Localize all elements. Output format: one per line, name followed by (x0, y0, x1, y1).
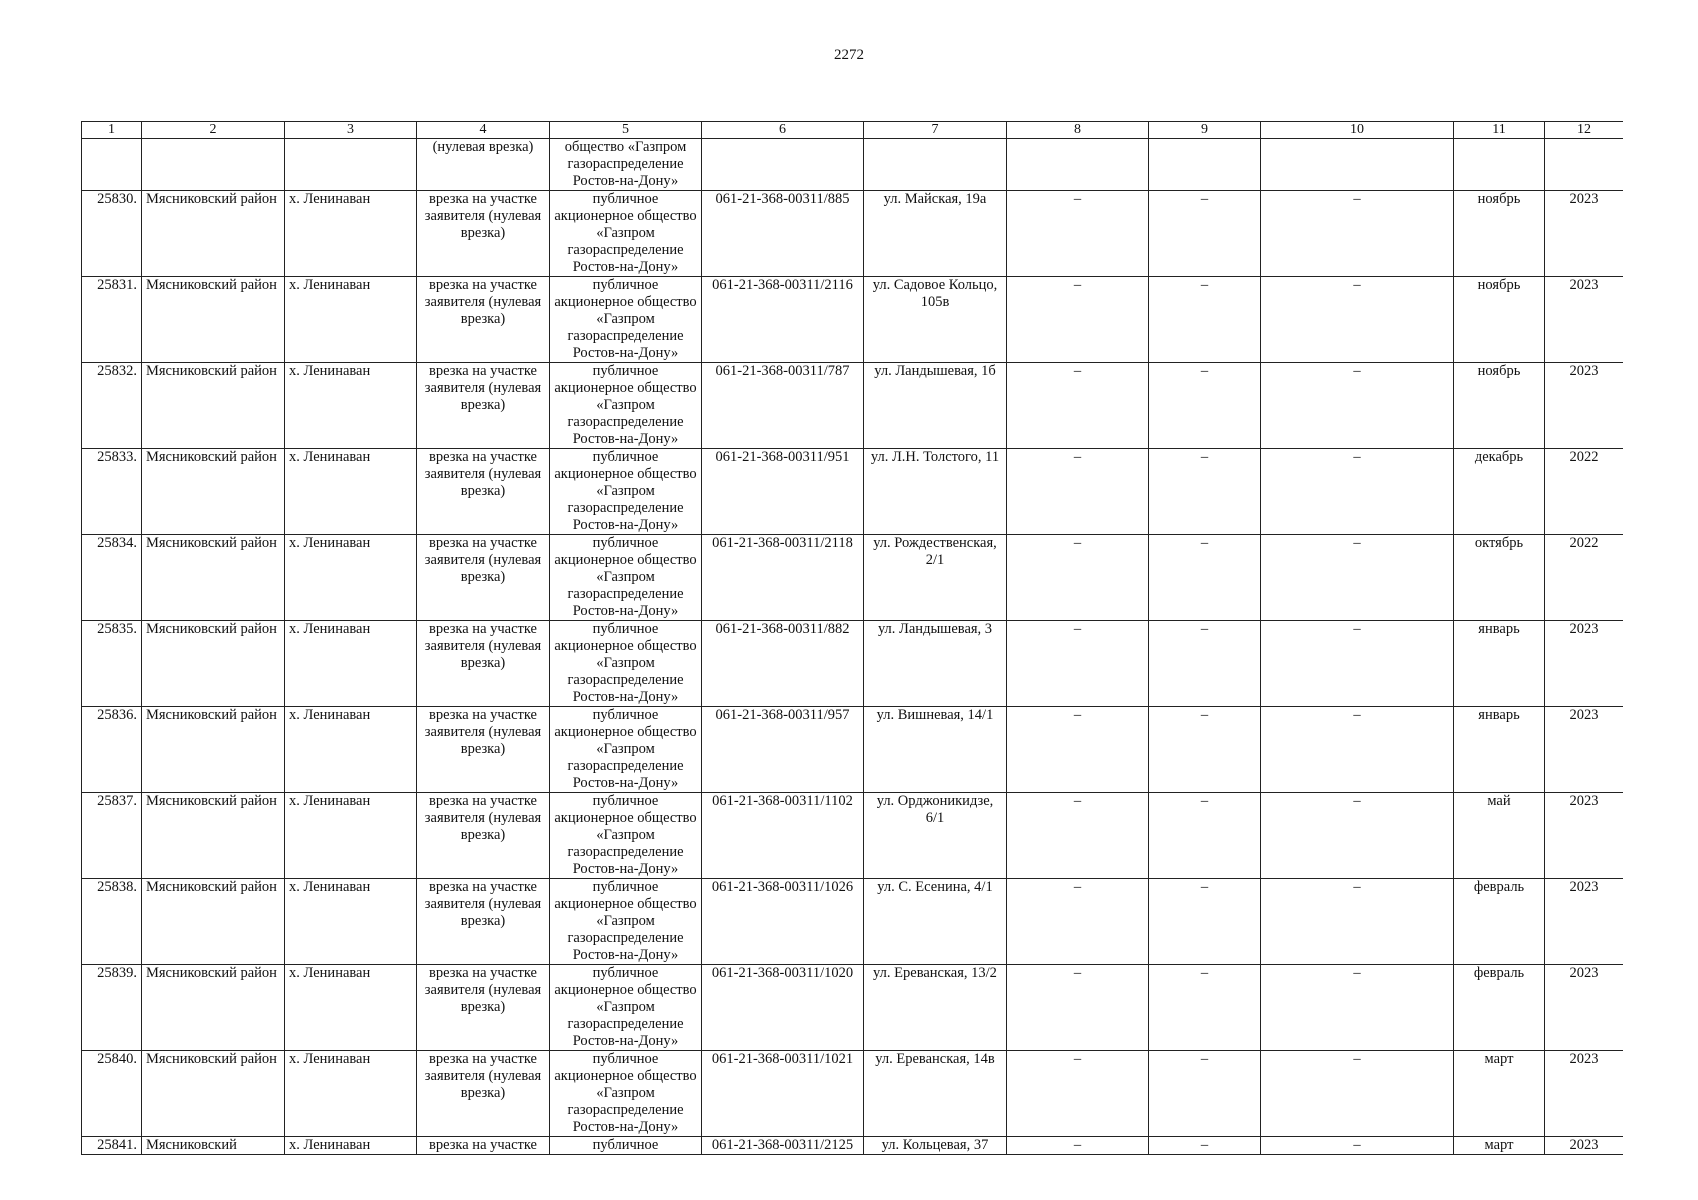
cell-col9: – (1149, 1051, 1261, 1137)
cell-organization: публичное (550, 1137, 702, 1155)
cell-col9: – (1149, 191, 1261, 277)
table-row (82, 1051, 1624, 1137)
cell-address: ул. Садовое Кольцо, 105в (864, 277, 1007, 363)
cell-year: 2023 (1545, 191, 1624, 277)
cell-col9: – (1149, 1137, 1261, 1155)
cell-col8: – (1007, 191, 1149, 277)
cell-address: ул. Ландышевая, 1б (864, 363, 1007, 449)
cell-col8: – (1007, 707, 1149, 793)
cell-organization: публичное акционерное общество «Газпром газораспределение Ростов-на-Дону» (550, 535, 702, 621)
cell-connection-type: врезка на участке заявителя (нулевая врезка) (417, 793, 550, 879)
cell-settlement: х. Ленинаван (285, 879, 417, 965)
cell-number: 25834. (82, 535, 142, 621)
cell-year: 2023 (1545, 707, 1624, 793)
cell-connection-type: врезка на участке заявителя (нулевая врезка) (417, 1051, 550, 1137)
column-header: 10 (1261, 122, 1454, 139)
cell-col8: – (1007, 363, 1149, 449)
cell-col8: – (1007, 965, 1149, 1051)
cell-contract (702, 139, 864, 191)
cell-connection-type: (нулевая врезка) (417, 139, 550, 191)
cell-organization: публичное акционерное общество «Газпром газораспределение Ростов-на-Дону» (550, 965, 702, 1051)
cell-address: ул. Ландышевая, 3 (864, 621, 1007, 707)
cell-col9: – (1149, 793, 1261, 879)
cell-contract: 061-21-368-00311/2116 (702, 277, 864, 363)
cell-month: февраль (1454, 965, 1545, 1051)
table-row (82, 191, 1624, 277)
cell-organization: публичное акционерное общество «Газпром газораспределение Ростов-на-Дону» (550, 449, 702, 535)
cell-connection-type: врезка на участке заявителя (нулевая врезка) (417, 277, 550, 363)
cell-address: ул. Майская, 19а (864, 191, 1007, 277)
cell-settlement: х. Ленинаван (285, 1137, 417, 1155)
cell-organization: общество «Газпром газораспределение Ростов-на-Дону» (550, 139, 702, 191)
cell-organization: публичное акционерное общество «Газпром газораспределение Ростов-на-Дону» (550, 191, 702, 277)
cell-organization: публичное акционерное общество «Газпром газораспределение Ростов-на-Дону» (550, 707, 702, 793)
cell-number: 25839. (82, 965, 142, 1051)
table-row (82, 535, 1624, 621)
cell-col10: – (1261, 363, 1454, 449)
cell-col9: – (1149, 535, 1261, 621)
cell-contract: 061-21-368-00311/1020 (702, 965, 864, 1051)
cell-month: ноябрь (1454, 191, 1545, 277)
cell-col9: – (1149, 621, 1261, 707)
cell-address: ул. Рождественская, 2/1 (864, 535, 1007, 621)
column-header: 4 (417, 122, 550, 139)
table-row (82, 277, 1624, 363)
cell-month: февраль (1454, 879, 1545, 965)
cell-number: 25836. (82, 707, 142, 793)
cell-number: 25835. (82, 621, 142, 707)
cell-settlement: х. Ленинаван (285, 191, 417, 277)
cell-address: ул. С. Есенина, 4/1 (864, 879, 1007, 965)
cell-district: Мясниковский (142, 1137, 285, 1155)
cell-col8: – (1007, 1137, 1149, 1155)
table-row (82, 1137, 1624, 1155)
cell-settlement (285, 139, 417, 191)
cell-col9: – (1149, 879, 1261, 965)
cell-number: 25837. (82, 793, 142, 879)
cell-district: Мясниковский район (142, 191, 285, 277)
cell-district: Мясниковский район (142, 793, 285, 879)
cell-connection-type: врезка на участке заявителя (нулевая врезка) (417, 449, 550, 535)
column-header: 6 (702, 122, 864, 139)
cell-number: 25830. (82, 191, 142, 277)
cell-organization: публичное акционерное общество «Газпром газораспределение Ростов-на-Дону» (550, 621, 702, 707)
cell-col10 (1261, 139, 1454, 191)
cell-col10: – (1261, 191, 1454, 277)
cell-district: Мясниковский район (142, 879, 285, 965)
table-row (82, 965, 1624, 1051)
cell-month: январь (1454, 621, 1545, 707)
cell-connection-type: врезка на участке (417, 1137, 550, 1155)
cell-contract: 061-21-368-00311/1021 (702, 1051, 864, 1137)
cell-address: ул. Л.Н. Толстого, 11 (864, 449, 1007, 535)
cell-col9: – (1149, 277, 1261, 363)
table-row (82, 879, 1624, 965)
cell-year: 2023 (1545, 879, 1624, 965)
cell-contract: 061-21-368-00311/951 (702, 449, 864, 535)
cell-district (142, 139, 285, 191)
cell-year: 2023 (1545, 621, 1624, 707)
cell-col10: – (1261, 535, 1454, 621)
cell-contract: 061-21-368-00311/1102 (702, 793, 864, 879)
cell-col8: – (1007, 277, 1149, 363)
cell-number: 25833. (82, 449, 142, 535)
cell-month: май (1454, 793, 1545, 879)
cell-month: ноябрь (1454, 277, 1545, 363)
cell-col9: – (1149, 965, 1261, 1051)
cell-month: январь (1454, 707, 1545, 793)
cell-district: Мясниковский район (142, 1051, 285, 1137)
cell-district: Мясниковский район (142, 449, 285, 535)
cell-col8 (1007, 139, 1149, 191)
cell-year: 2022 (1545, 535, 1624, 621)
cell-district: Мясниковский район (142, 621, 285, 707)
table-row (82, 449, 1624, 535)
table-row (82, 793, 1624, 879)
cell-address: ул. Орджоникидзе, 6/1 (864, 793, 1007, 879)
column-header: 2 (142, 122, 285, 139)
cell-contract: 061-21-368-00311/2118 (702, 535, 864, 621)
cell-settlement: х. Ленинаван (285, 277, 417, 363)
cell-col8: – (1007, 535, 1149, 621)
table-row (82, 363, 1624, 449)
cell-contract: 061-21-368-00311/882 (702, 621, 864, 707)
cell-district: Мясниковский район (142, 965, 285, 1051)
cell-col10: – (1261, 277, 1454, 363)
cell-month: март (1454, 1137, 1545, 1155)
cell-month (1454, 139, 1545, 191)
cell-col8: – (1007, 449, 1149, 535)
cell-contract: 061-21-368-00311/787 (702, 363, 864, 449)
column-header: 11 (1454, 122, 1545, 139)
cell-year: 2023 (1545, 1137, 1624, 1155)
cell-contract: 061-21-368-00311/885 (702, 191, 864, 277)
cell-contract: 061-21-368-00311/2125 (702, 1137, 864, 1155)
cell-organization: публичное акционерное общество «Газпром газораспределение Ростов-на-Дону» (550, 277, 702, 363)
cell-col8: – (1007, 1051, 1149, 1137)
cell-number (82, 139, 142, 191)
column-header: 5 (550, 122, 702, 139)
cell-year (1545, 139, 1624, 191)
cell-month: ноябрь (1454, 363, 1545, 449)
cell-col9: – (1149, 449, 1261, 535)
cell-district: Мясниковский район (142, 277, 285, 363)
cell-col9 (1149, 139, 1261, 191)
cell-col10: – (1261, 449, 1454, 535)
column-header: 3 (285, 122, 417, 139)
cell-connection-type: врезка на участке заявителя (нулевая врезка) (417, 707, 550, 793)
table-body (82, 139, 1624, 1155)
cell-settlement: х. Ленинаван (285, 965, 417, 1051)
cell-col10: – (1261, 1051, 1454, 1137)
cell-district: Мясниковский район (142, 707, 285, 793)
cell-settlement: х. Ленинаван (285, 535, 417, 621)
cell-connection-type: врезка на участке заявителя (нулевая врезка) (417, 879, 550, 965)
cell-number: 25841. (82, 1137, 142, 1155)
cell-settlement: х. Ленинаван (285, 449, 417, 535)
cell-address: ул. Ереванская, 14в (864, 1051, 1007, 1137)
cell-month: декабрь (1454, 449, 1545, 535)
table-row (82, 707, 1624, 793)
cell-col8: – (1007, 793, 1149, 879)
cell-month: март (1454, 1051, 1545, 1137)
cell-settlement: х. Ленинаван (285, 363, 417, 449)
cell-contract: 061-21-368-00311/1026 (702, 879, 864, 965)
column-number-header (82, 122, 1624, 139)
cell-address (864, 139, 1007, 191)
continuation-row (82, 139, 1624, 191)
cell-address: ул. Ереванская, 13/2 (864, 965, 1007, 1051)
cell-col9: – (1149, 363, 1261, 449)
cell-year: 2023 (1545, 363, 1624, 449)
register-sheet (81, 121, 1623, 1156)
cell-year: 2023 (1545, 1051, 1624, 1137)
cell-connection-type: врезка на участке заявителя (нулевая врезка) (417, 621, 550, 707)
cell-col8: – (1007, 621, 1149, 707)
cell-col9: – (1149, 707, 1261, 793)
cell-organization: публичное акционерное общество «Газпром газораспределение Ростов-на-Дону» (550, 793, 702, 879)
cell-settlement: х. Ленинаван (285, 793, 417, 879)
cell-col10: – (1261, 1137, 1454, 1155)
cell-col8: – (1007, 879, 1149, 965)
cell-address: ул. Кольцевая, 37 (864, 1137, 1007, 1155)
register-table (81, 121, 1623, 1155)
cell-address: ул. Вишневая, 14/1 (864, 707, 1007, 793)
cell-number: 25838. (82, 879, 142, 965)
cell-year: 2023 (1545, 793, 1624, 879)
column-header: 1 (82, 122, 142, 139)
cell-connection-type: врезка на участке заявителя (нулевая врезка) (417, 535, 550, 621)
cell-col10: – (1261, 879, 1454, 965)
cell-organization: публичное акционерное общество «Газпром газораспределение Ростов-на-Дону» (550, 1051, 702, 1137)
cell-settlement: х. Ленинаван (285, 1051, 417, 1137)
cell-contract: 061-21-368-00311/957 (702, 707, 864, 793)
cell-district: Мясниковский район (142, 535, 285, 621)
cell-number: 25832. (82, 363, 142, 449)
table-row (82, 621, 1624, 707)
cell-settlement: х. Ленинаван (285, 621, 417, 707)
column-header: 7 (864, 122, 1007, 139)
column-header: 8 (1007, 122, 1149, 139)
column-header: 9 (1149, 122, 1261, 139)
cell-col10: – (1261, 793, 1454, 879)
cell-month: октябрь (1454, 535, 1545, 621)
cell-number: 25840. (82, 1051, 142, 1137)
cell-district: Мясниковский район (142, 363, 285, 449)
cell-col10: – (1261, 621, 1454, 707)
page-number: 2272 (834, 47, 864, 63)
cell-settlement: х. Ленинаван (285, 707, 417, 793)
cell-organization: публичное акционерное общество «Газпром газораспределение Ростов-на-Дону» (550, 879, 702, 965)
cell-number: 25831. (82, 277, 142, 363)
cell-organization: публичное акционерное общество «Газпром газораспределение Ростов-на-Дону» (550, 363, 702, 449)
cell-year: 2022 (1545, 449, 1624, 535)
cell-connection-type: врезка на участке заявителя (нулевая врезка) (417, 363, 550, 449)
cell-year: 2023 (1545, 965, 1624, 1051)
cell-col10: – (1261, 707, 1454, 793)
cell-year: 2023 (1545, 277, 1624, 363)
cell-col10: – (1261, 965, 1454, 1051)
cell-connection-type: врезка на участке заявителя (нулевая врезка) (417, 191, 550, 277)
cell-connection-type: врезка на участке заявителя (нулевая врезка) (417, 965, 550, 1051)
column-header: 12 (1545, 122, 1624, 139)
